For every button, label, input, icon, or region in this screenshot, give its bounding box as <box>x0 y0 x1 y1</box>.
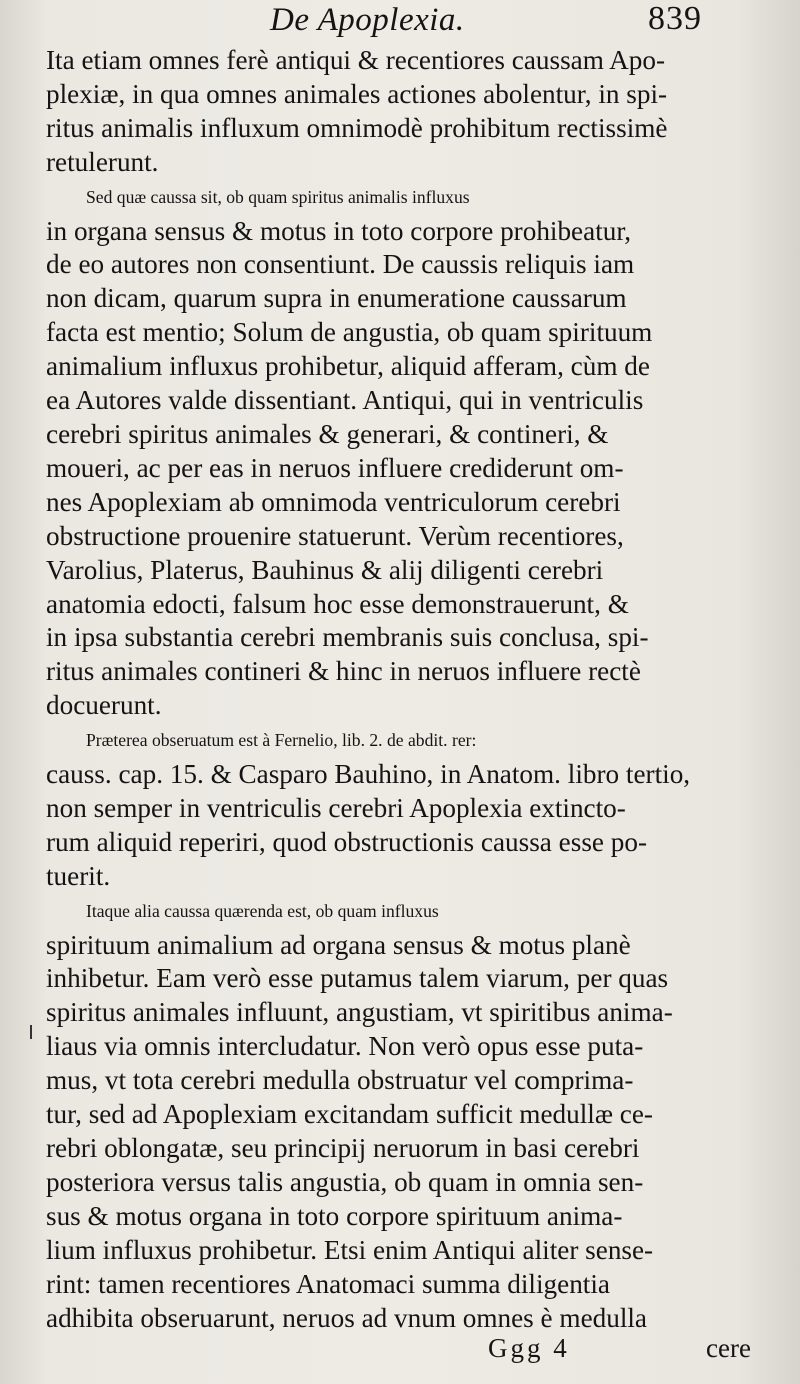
signature-mark: Ggg 4 <box>488 1333 570 1363</box>
text-line: in ipsa substantia cerebri membranis suis conclusa, spi- <box>46 622 649 653</box>
text-line: Sed quæ caussa sit, ob quam spiritus animalis influxus <box>86 186 470 207</box>
text-line: ea Autores valde dissentiant. Antiqui, qui in ventriculis <box>46 385 644 416</box>
text-line: moueri, ac per eas in neruos influere crediderunt om- <box>46 452 624 483</box>
text-line: facta est mentio; Solum de angustia, ob quam spirituum <box>46 317 653 348</box>
text-line: ritus animales contineri & hinc in neruos influere rectè <box>46 656 641 687</box>
text-line: cerebri spiritus animales & generari, & contineri, & <box>46 418 609 449</box>
text-line: docuerunt. <box>46 690 162 721</box>
text-line: posteriora versus talis angustia, ob quam in omnia sen- <box>46 1166 644 1197</box>
text-line: obstructione prouenire statuerunt. Verùm recentiores, <box>46 520 624 551</box>
paragraph-1 <box>46 44 764 180</box>
text-line: plexiæ, in qua omnes animales actiones abolentur, in spi- <box>46 78 668 109</box>
text-line: ritus animalis influxum omnimodè prohibitum rectissimè <box>46 112 668 143</box>
text-line: lium influxus prohibetur. Etsi enim Antiqui aliter sense- <box>46 1234 654 1265</box>
text-line: adhibita obseruarunt, neruos ad vnum omnes è medulla <box>46 1302 647 1333</box>
paragraph-4 <box>46 895 764 1336</box>
text-line: rebri oblongatæ, seu principij neruorum in basi cerebri <box>46 1133 640 1163</box>
text-line: nes Apoplexiam ab omnimoda ventriculorum cerebri <box>46 486 621 517</box>
paragraph-2 <box>46 181 764 724</box>
running-title: De Apoplexia. <box>270 2 465 38</box>
catchword: cere <box>706 1333 751 1363</box>
page-body <box>46 44 764 1335</box>
text-line: Ita etiam omnes ferè antiqui & recentiores caussam Apo- <box>46 45 666 75</box>
text-line: inhibetur. Eam verò esse putamus talem viarum, per quas <box>46 963 669 994</box>
page-footer <box>0 1333 800 1373</box>
text-line: liaus via omnis intercludatur. Non verò opus esse puta- <box>46 1031 644 1062</box>
text-line: Itaque alia caussa quærenda est, ob quam influxus <box>86 900 439 921</box>
text-line: retulerunt. <box>46 146 159 177</box>
text-line: spiritus animales influunt, angustiam, vt spiritibus anima- <box>46 997 673 1028</box>
text-line: animalium influxus prohibetur, aliquid afferam, cùm de <box>46 351 650 382</box>
text-line: spirituum animalium ad organa sensus & motus planè <box>46 929 631 960</box>
page-header <box>0 0 800 46</box>
text-line: anatomia edocti, falsum hoc esse demonstrauerunt, & <box>46 588 629 619</box>
text-line: de eo autores non consentiunt. De caussis reliquis iam <box>46 249 635 280</box>
text-line: causs. cap. 15. & Casparo Bauhino, in Anatom. libro tertio, <box>46 759 691 790</box>
text-line: non semper in ventriculis cerebri Apoplexia extincto- <box>46 792 626 823</box>
text-line: sus & motus organa in toto corpore spirituum anima- <box>46 1200 623 1231</box>
text-line: tur, sed ad Apoplexiam excitandam sufficit medullæ ce- <box>46 1099 653 1130</box>
text-line: Varolius, Platerus, Bauhinus & alij diligenti cerebri <box>46 554 604 585</box>
text-line: rum aliquid reperiri, quod obstructionis caussa esse po- <box>46 826 648 857</box>
text-line: mus, vt tota cerebri medulla obstruatur vel comprima- <box>46 1065 634 1096</box>
text-line: rint: tamen recentiores Anatomaci summa diligentia <box>46 1268 610 1299</box>
text-line: in organa sensus & motus in toto corpore prohibeatur, <box>46 215 632 246</box>
text-line: tuerit. <box>46 860 111 891</box>
margin-mark <box>30 1025 32 1039</box>
text-line: Præterea obseruatum est à Fernelio, lib. 2. de abdit. rer: <box>86 730 477 751</box>
page-number: 839 <box>648 0 702 37</box>
paragraph-3 <box>46 724 764 894</box>
text-line: non dicam, quarum supra in enumeratione caussarum <box>46 283 627 314</box>
